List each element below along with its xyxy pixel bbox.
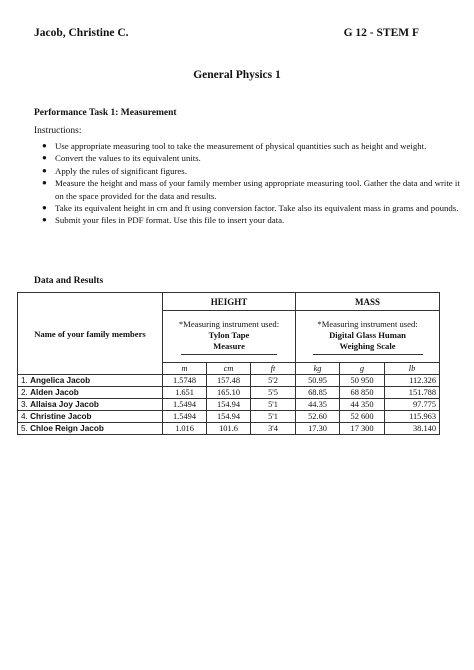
instruction-item: ● Apply the rules of significant figures. [42,165,187,176]
bullet-icon: ● [42,178,47,188]
height-cm-cell: 154.94 [207,399,251,411]
mass-kg-cell: 50.95 [296,375,340,387]
mass-lb-cell: 97.775 [385,399,440,411]
mass-instrument-label: *Measuring instrument used: [317,318,418,329]
mass-g-cell: 50 950 [340,375,385,387]
member-name-cell: 2. Alden Jacob [18,387,163,399]
height-m-cell: 1.5494 [163,411,207,423]
mass-lb-cell: 151.788 [385,387,440,399]
height-m-cell: 1.5748 [163,375,207,387]
mass-lb-cell: 112.326 [385,375,440,387]
height-cm-cell: 165.10 [207,387,251,399]
height-cm-cell: 101.6 [207,423,251,435]
class-section: G 12 - STEM F [343,27,419,39]
height-header: HEIGHT [163,293,296,311]
bullet-icon: ● [42,141,47,150]
instructions-label: Instructions: [34,126,82,136]
unit-cm: cm [207,363,251,375]
table-row [18,375,440,387]
mass-instrument: Digital Glass Human Weighing Scale [329,329,406,351]
unit-kg: kg [296,363,340,375]
mass-header: MASS [296,293,440,311]
height-ft-cell: 5'1 [251,411,296,423]
unit-ft: ft [251,363,296,375]
task-title: Performance Task 1: Measurement [34,108,177,118]
table-row [18,411,440,423]
mass-g-cell: 68 850 [340,387,385,399]
instruction-item: ● Use appropriate measuring tool to take the measurement of physical quantities such as height and weight. [42,141,427,151]
mass-g-cell: 17 300 [340,423,385,435]
mass-g-cell: 52 600 [340,411,385,423]
height-m-cell: 1.5494 [163,399,207,411]
height-ft-cell: 5'2 [251,375,296,387]
bullet-icon: ● [42,153,47,163]
name-column-header: Name of your family members [18,293,163,375]
mass-lb-cell: 115.963 [385,411,440,423]
height-ft-cell: 5'1 [251,399,296,411]
mass-kg-cell: 68.85 [296,387,340,399]
bullet-icon: ● [42,215,47,225]
member-name-cell: 5. Chloe Reign Jacob [18,423,163,435]
underline-divider [181,354,277,355]
table-row [18,387,440,399]
height-cm-cell: 157.48 [207,375,251,387]
mass-kg-cell: 17.30 [296,423,340,435]
instruction-item: ● Measure the height and mass of your family member using appropriate measuring tool. Gather the data and write it on the space provided for the data and results. [42,178,460,201]
unit-lb: lb [385,363,440,375]
height-instrument: Tylon Tape Measure [208,329,250,351]
height-cm-cell: 154.94 [207,411,251,423]
member-name-cell: 3. Allaisa Joy Jacob [18,399,163,411]
height-m-cell: 1.651 [163,387,207,399]
mass-kg-cell: 44.35 [296,399,340,411]
mass-kg-cell: 52.60 [296,411,340,423]
instruction-item: ● Submit your files in PDF format. Use this file to insert your data. [42,215,285,226]
unit-g: g [340,363,385,375]
table-row [18,423,440,435]
unit-m: m [163,363,207,375]
bullet-icon: ● [42,165,47,175]
height-ft-cell: 5'5 [251,387,296,399]
height-instrument-cell [163,311,296,363]
mass-lb-cell: 38.140 [385,423,440,435]
table-row [18,399,440,411]
author-name: Jacob, Christine C. [34,27,129,39]
instructions-list [34,140,460,227]
height-instrument-label: *Measuring instrument used: [178,318,280,329]
results-table [17,292,440,435]
mass-instrument-cell [296,311,440,363]
member-name-cell: 1. Angelica Jacob [18,375,163,387]
height-m-cell: 1.016 [163,423,207,435]
bullet-icon: ● [42,203,47,213]
instruction-item: ● Convert the values to its equivalent units. [42,153,201,164]
height-ft-cell: 3'4 [251,423,296,435]
document-title: General Physics 1 [193,69,281,81]
mass-g-cell: 44 350 [340,399,385,411]
instruction-item: ● Take its equivalent height in cm and ft using conversion factor. Take also its equivalent mass in grams and pounds. [42,203,459,214]
results-title: Data and Results [34,276,104,286]
underline-divider [313,354,423,355]
member-name-cell: 4. Christine Jacob [18,411,163,423]
